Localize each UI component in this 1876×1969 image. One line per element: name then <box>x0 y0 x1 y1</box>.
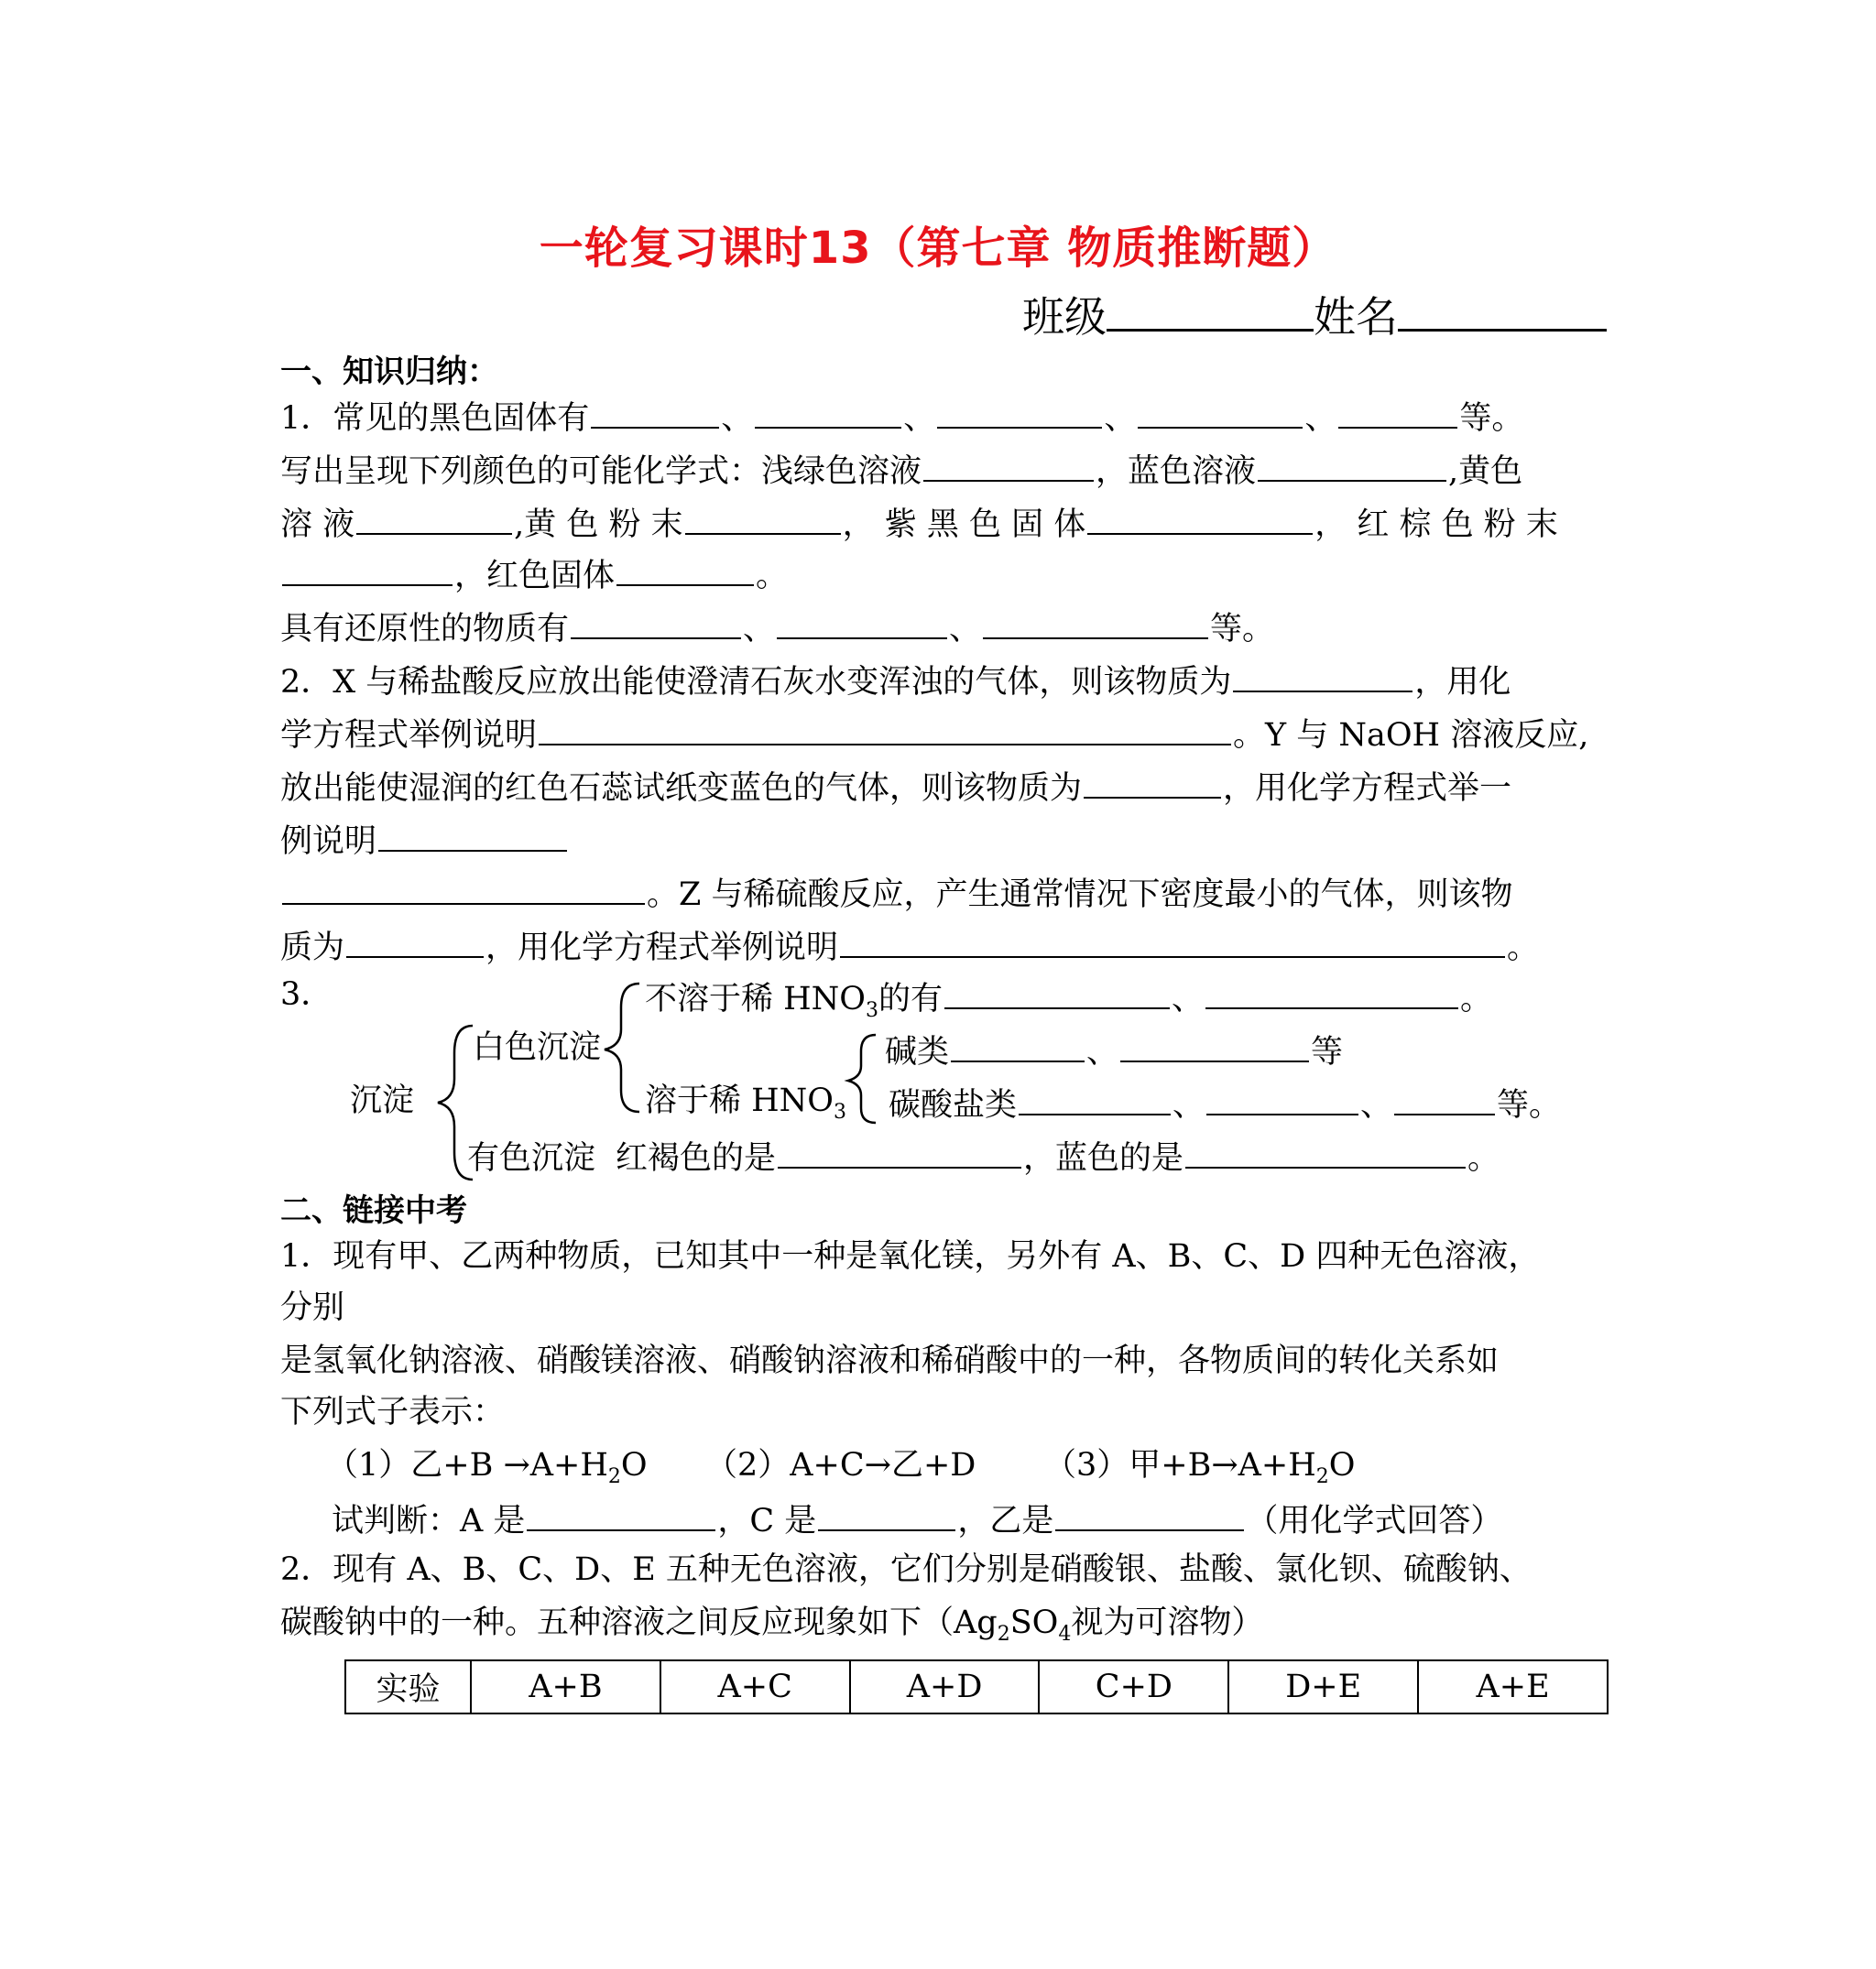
q1-line2: 写出呈现下列颜色的可能化学式：浅绿色溶液 ，蓝色溶液 ,黄色 <box>280 447 1522 492</box>
blank[interactable] <box>1185 1134 1466 1169</box>
table-cell: D+E <box>1228 1660 1418 1713</box>
blank[interactable] <box>951 1028 1085 1062</box>
q3-colored: 有色沉淀 红褐色的是 ，蓝色的是 。 <box>467 1134 1500 1179</box>
blank[interactable] <box>944 974 1170 1009</box>
experiment-table <box>344 1659 1609 1714</box>
equation-1: （1）乙$+B \to A+H_2O$ <box>326 1447 648 1488</box>
q2-line6: 质为 ，用化学方程式举例说明 。 <box>280 923 1539 968</box>
blank[interactable] <box>1206 1081 1358 1115</box>
table-cell: 实验 <box>345 1660 471 1713</box>
q1-line1: 1．常见的黑色固体有 、 、 、 、 等。 <box>280 394 1523 439</box>
q3-insoluble: 不溶于稀 $HNO_3$的有 、 。 <box>645 974 1492 1031</box>
q2-line2: 学方程式举例说明 。Y 与 NaOH 溶液反应, <box>280 711 1588 756</box>
q2-line4: 例说明 <box>280 817 569 862</box>
equation-3: （3）甲$+B\to A+H_2O$ <box>1044 1447 1356 1488</box>
p2-line2: 碳酸钠中的一种。五种溶液之间反应现象如下（$Ag_2SO_4$视为可溶物） <box>280 1605 1264 1646</box>
table-cell: C+D <box>1039 1660 1228 1713</box>
p1-line1: 1．现有甲、乙两种物质，已知其中一种是氧化镁，另外有 A、B、C、D 四种无色溶液， <box>280 1238 1541 1275</box>
q3-precipitate: 沉淀 <box>350 1082 415 1119</box>
q1-line5: 具有还原性的物质有 、 、 等。 <box>280 604 1274 649</box>
section2-heading: 二、链接中考 <box>280 1192 467 1229</box>
p1-line4: 下列式子表示： <box>280 1394 506 1431</box>
table-cell: A+B <box>471 1660 660 1713</box>
table-row <box>345 1660 1608 1713</box>
blank[interactable] <box>818 1496 955 1531</box>
q2-line3: 放出能使湿润的红色石蕊试纸变蓝色的气体，则该物质为 ，用化学方程式举一 <box>280 764 1511 809</box>
q1-line3: 溶 液 ,黄 色 粉 末 ， 紫 黑 色 固 体 ， 红 棕 色 粉 末 <box>280 500 1558 545</box>
blank[interactable] <box>1055 1496 1244 1531</box>
table-cell: A+E <box>1418 1660 1608 1713</box>
blank[interactable] <box>778 1134 1021 1169</box>
p2-line1: 2．现有 A、B、C、D、E 五种无色溶液，它们分别是硝酸银、盐酸、氯化钡、硫酸钠、 <box>280 1551 1532 1588</box>
class-label: 班级 <box>1022 292 1107 342</box>
judge-line: 试判断：A 是 ，C 是 ，乙是 （用化学式回答） <box>332 1496 1502 1541</box>
q3-base: 碱类 、 等 <box>885 1028 1343 1072</box>
p1-line2: 分别 <box>280 1289 345 1326</box>
table-cell: A+C <box>660 1660 850 1713</box>
q2-line1: 2．X 与稀盐酸反应放出能使澄清石灰水变浑浊的气体，则该物质为 ，用化 <box>280 658 1511 702</box>
q3-soluble: 溶于稀 $HNO_3$ <box>645 1082 846 1124</box>
q3-carbonate: 碳酸盐类 、 、 等。 <box>889 1081 1561 1126</box>
blank[interactable] <box>1394 1081 1495 1115</box>
blank[interactable] <box>1019 1081 1171 1115</box>
q1-line4: ，红色固体 。 <box>280 551 788 596</box>
page-title: 一轮复习课时13（第七章 物质推断题） <box>539 223 1337 274</box>
q3-white-precipitate: 白色沉淀 <box>473 1029 602 1066</box>
name-label: 姓名 <box>1314 292 1398 342</box>
section1-heading: 一、知识归纳： <box>280 354 498 390</box>
p1-line3: 是氢氧化钠溶液、硝酸镁溶液、硝酸钠溶液和稀硝酸中的一种，各物质间的转化关系如 <box>280 1343 1500 1379</box>
q2-line5: 。Z 与稀硫酸反应，产生通常情况下密度最小的气体，则该物 <box>280 870 1512 915</box>
blank[interactable] <box>1120 1028 1309 1062</box>
blank[interactable] <box>1205 974 1458 1009</box>
blank[interactable] <box>527 1496 715 1531</box>
table-cell: A+D <box>850 1660 1040 1713</box>
equation-2: （2）A+C→乙+D <box>705 1447 976 1484</box>
q3-number: 3． <box>280 976 333 1013</box>
